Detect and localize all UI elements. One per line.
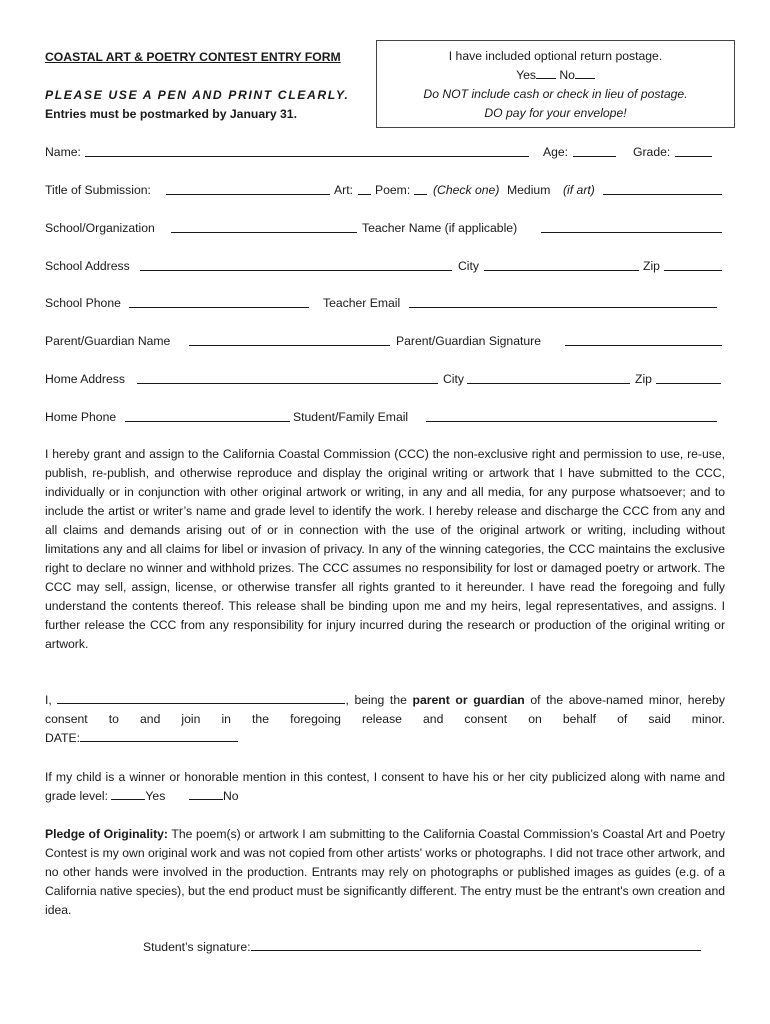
pledge-label: Pledge of Originality: [45, 827, 168, 841]
publicize-yes-label: Yes [145, 789, 166, 803]
postage-yes-blank[interactable] [536, 67, 556, 79]
consent-being-the: , being the [345, 693, 407, 707]
form-title: COASTAL ART & POETRY CONTEST ENTRY FORM [45, 50, 341, 64]
title-of-submission-field[interactable] [166, 183, 330, 195]
parent-or-guardian-emphasis: parent or guardian [412, 693, 525, 707]
parent-name-label: Parent/Guardian Name [45, 334, 171, 348]
grade-field[interactable] [675, 145, 712, 157]
school-address-row [45, 259, 725, 275]
school-phone-row [45, 296, 725, 312]
publicize-paragraph [45, 768, 725, 806]
postage-line-1: I have included optional return postage. [448, 49, 663, 63]
check-one-note: (Check one) [433, 183, 500, 197]
return-postage-box [376, 40, 735, 128]
school-address-field[interactable] [140, 259, 452, 271]
student-signature-field[interactable] [251, 939, 701, 951]
teacher-email-label: Teacher Email [323, 296, 401, 310]
postage-line-4: DO pay for your envelope! [484, 106, 627, 120]
pen-instruction: PLEASE USE A PEN AND PRINT CLEARLY. [45, 88, 350, 102]
postage-no-label: No [559, 68, 575, 82]
student-signature-row [143, 939, 701, 954]
medium-field[interactable] [603, 183, 722, 195]
school-phone-label: School Phone [45, 296, 121, 310]
student-email-label: Student/Family Email [293, 410, 409, 424]
school-address-label: School Address [45, 259, 130, 273]
home-address-label: Home Address [45, 372, 125, 386]
pledge-paragraph [45, 825, 725, 920]
home-address-row [45, 372, 725, 388]
school-zip-field[interactable] [664, 259, 722, 271]
date-label: DATE: [45, 731, 80, 745]
postage-yes-label: Yes [516, 68, 536, 82]
home-zip-label: Zip [635, 372, 652, 386]
age-field[interactable] [573, 145, 616, 157]
poem-label: Poem: [375, 183, 411, 197]
release-paragraph [45, 445, 725, 654]
name-row [45, 145, 725, 161]
grade-label: Grade: [633, 145, 671, 159]
school-org-label: School/Organization [45, 221, 155, 235]
school-city-field[interactable] [484, 259, 639, 271]
submission-row [45, 183, 725, 199]
name-label: Name: [45, 145, 81, 159]
postage-line-3: Do NOT include cash or check in lieu of postage. [423, 87, 688, 101]
name-field[interactable] [85, 145, 529, 157]
consent-paragraph [45, 691, 725, 748]
postage-no-blank[interactable] [575, 67, 595, 79]
teacher-email-field[interactable] [409, 296, 717, 308]
home-phone-row [45, 410, 725, 426]
medium-label: Medium [507, 183, 551, 197]
release-text: I hereby grant and assign to the California Coastal Commission (CCC) the non-exclusive right and permission to use, re-use, publish, re-publish, and otherwise reproduce and display the original writing or artwork that I have submitted to the CCC, individually or in conjunction with other original artwork or writing, in any and all media, for any purpose whatsoever; and to include the artist or writer’s name and grade level to identify the work. I hereby release and discharge the CCC from any and all claims and demands arising out of or in connection with the use of the original artwork or writing, including without limitations any and all claims for libel or invasion of privacy. In any of the winning categories, the CCC maintains the exclusive right to declare no winner and withhold prizes. The CCC assumes no responsibility for lost or damaged poetry or artwork. The CCC may sell, assign, license, or otherwise transfer all rights granted to it hereunder. I have read the foregoing and fully understand the contents thereof. This release shall be binding upon me and my heirs, legal representatives, and assigns. I further release the CCC from any responsibility for injury incurred during the research or production of the original writing or artwork. [45, 447, 725, 651]
date-field[interactable] [80, 730, 238, 742]
home-phone-field[interactable] [125, 410, 290, 422]
student-signature-label: Student’s signature: [143, 940, 251, 954]
school-org-field[interactable] [171, 221, 357, 233]
home-phone-label: Home Phone [45, 410, 117, 424]
home-address-field[interactable] [137, 372, 438, 384]
school-row [45, 221, 725, 237]
parent-signature-field[interactable] [565, 334, 722, 346]
postage-yes-no [377, 66, 734, 85]
student-email-field[interactable] [426, 410, 717, 422]
age-label: Age: [543, 145, 569, 159]
school-city-label: City [458, 259, 479, 273]
postmark-deadline: Entries must be postmarked by January 31. [45, 107, 297, 121]
publicize-no-label: No [223, 789, 239, 803]
school-zip-label: Zip [643, 259, 660, 273]
parent-row [45, 334, 725, 350]
school-phone-field[interactable] [129, 296, 309, 308]
guardian-name-blank[interactable] [57, 692, 345, 704]
home-city-label: City [443, 372, 464, 386]
art-checkbox-blank[interactable] [358, 183, 371, 195]
title-of-submission-label: Title of Submission: [45, 183, 151, 197]
teacher-name-field[interactable] [541, 221, 722, 233]
if-art-note: (if art) [563, 183, 595, 197]
pledge-text: The poem(s) or artwork I am submitting to the California Coastal Commission’s Coastal Art and Poetry Contest is my own original work and was not copied from other artists' works or photographs. I did not trace other artwork, and no other hands were involved in the production. Entrants may rely on photographs or published images as guides (e.g. of a California native species), but the end product must be significantly different. The entry must be the entrant's own creation and idea. [45, 827, 726, 917]
publicize-text: If my child is a winner or honorable mention in this contest, I consent to have his or her city publicized along with name and grade level: [45, 770, 725, 803]
parent-name-field[interactable] [189, 334, 390, 346]
home-zip-field[interactable] [656, 372, 721, 384]
publicize-yes-blank[interactable] [111, 788, 145, 800]
art-label: Art: [334, 183, 353, 197]
consent-i: I, [45, 693, 52, 707]
poem-checkbox-blank[interactable] [414, 183, 427, 195]
home-city-field[interactable] [467, 372, 630, 384]
teacher-name-label: Teacher Name (if applicable) [362, 221, 518, 235]
publicize-no-blank[interactable] [189, 788, 223, 800]
consent-rest: of the above-named minor, hereby consent to and join in the foregoing release and consent on behalf of said minor. [45, 693, 726, 726]
parent-signature-label: Parent/Guardian Signature [396, 334, 541, 348]
